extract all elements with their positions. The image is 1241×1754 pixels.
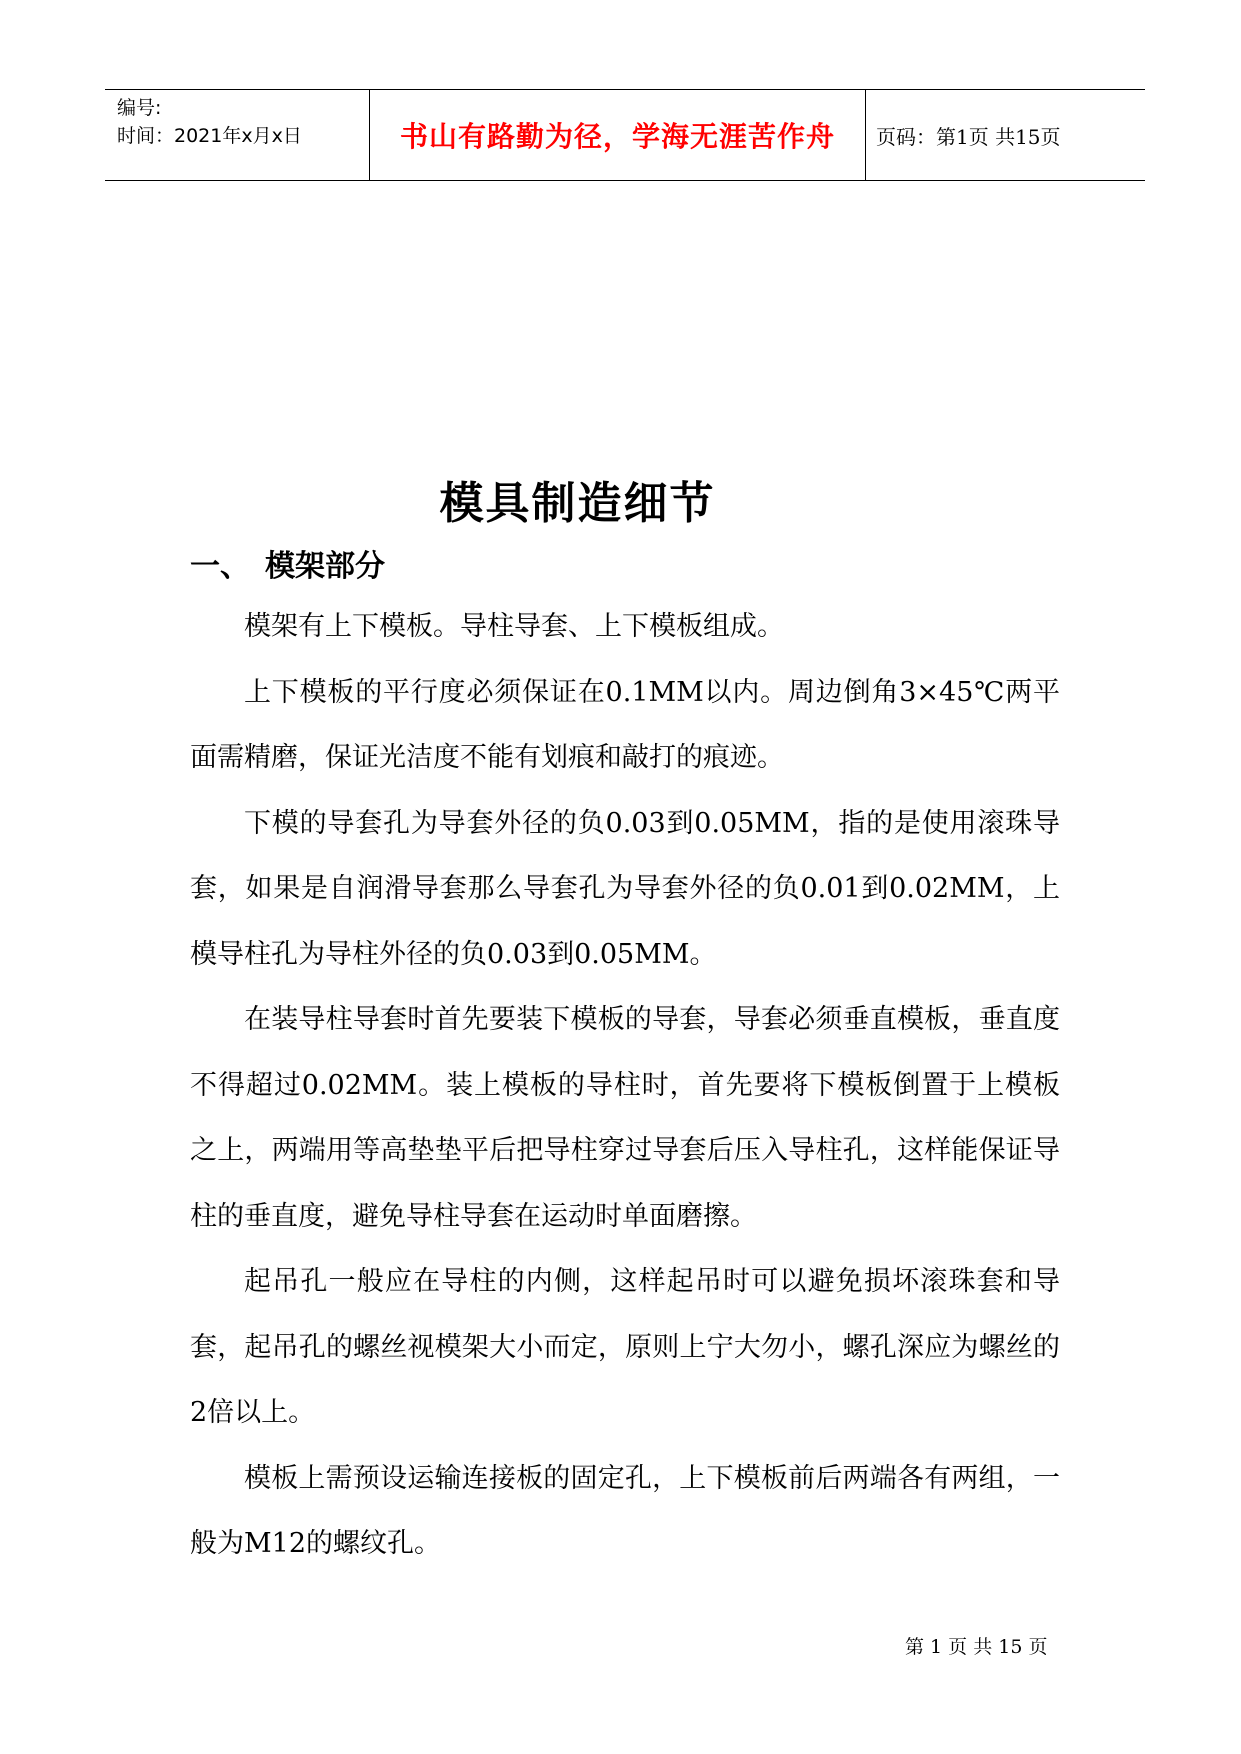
body-paragraph: 模板上需预设运输连接板的固定孔，上下模板前后两端各有两组，一般为M12的螺纹孔。: [190, 1462, 1060, 1559]
body-paragraph: 起吊孔一般应在导柱的内侧，这样起吊时可以避免损坏滚珠套和导套，起吊孔的螺丝视模架大小而定，原则上宁大勿小，螺孔深应为螺丝的2倍以上。: [190, 1266, 1060, 1428]
document-number-label: 编号:: [117, 97, 162, 119]
document-title: 模具制造细节: [439, 478, 716, 529]
header-page-info: 页码：第1页 共15页: [876, 124, 1061, 149]
body-paragraph: 在装导柱导套时首先要装下模板的导套，导套必须垂直模板，垂直度不得超过0.02MM。装上模板的导柱时，首先要将下模板倒置于上模板之上，两端用等高垫垫平后把导柱穿过导套后压入导柱孔，这样能保证导柱的垂直度，避免导柱导套在运动时单面磨擦。: [190, 1004, 1060, 1232]
header-motto-cell: [370, 90, 866, 180]
header-meta-cell: [105, 90, 370, 180]
document-body: [190, 594, 1060, 1577]
header-motto: 书山有路勤为径，学海无涯苦作舟: [399, 120, 835, 153]
section-number: 一、: [190, 549, 250, 584]
header-page-cell: [866, 90, 1145, 180]
body-paragraph: 下模的导套孔为导套外径的负0.03到0.05MM，指的是使用滚珠导套，如果是自润滑导套那么导套孔为导套外径的负0.01到0.02MM，上模导柱孔为导柱外径的负0.03到0.05MM。: [190, 807, 1060, 970]
document-header: [105, 89, 1145, 181]
section-heading: [190, 541, 385, 585]
section-title: 模架部分: [265, 549, 385, 584]
document-time-label: 时间：2021年x月x日: [117, 125, 302, 147]
body-paragraph: 模架有上下模板。导柱导套、上下模板组成。: [244, 611, 784, 642]
body-paragraph: 上下模板的平行度必须保证在0.1MM以内。周边倒角3×45℃两平面需精磨，保证光洁度不能有划痕和敲打的痕迹。: [190, 676, 1060, 773]
page-footer: 第 1 页 共 15 页: [905, 1636, 1048, 1658]
